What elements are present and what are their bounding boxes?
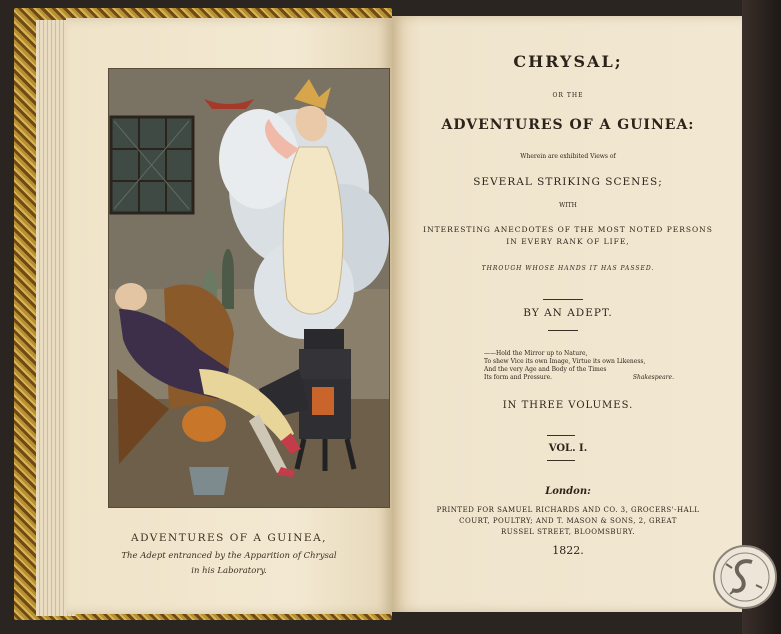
book-title: CHRYSAL;: [513, 52, 623, 71]
imprint-line-2: COURT, POULTRY; AND T. MASON & SONS, 2, GREAT: [459, 517, 677, 525]
epigraph-line-4: Its form and Pressure.: [484, 374, 553, 381]
with-label: WITH: [559, 202, 577, 209]
epigraph-line-3: And the very Age and Body of the Times: [484, 366, 607, 373]
book-edge-shadow: [742, 0, 781, 634]
plate-caption-line-1: The Adept entranced by the Apparition of Chrysal: [121, 551, 337, 561]
several-scenes-line: SEVERAL STRIKING SCENES;: [473, 176, 663, 188]
imprint-city: London:: [545, 486, 591, 497]
imprint-line-1: PRINTED FOR SAMUEL RICHARDS AND CO. 3, GROCERS'-HALL: [436, 506, 700, 514]
epigraph-author: Shakespeare.: [632, 374, 674, 381]
through-line: THROUGH WHOSE HANDS IT HAS PASSED.: [481, 265, 655, 272]
epigraph-line-2: To shew Vice its own Image, Virtue its own Likeness,: [484, 358, 646, 365]
book-subtitle: ADVENTURES OF A GUINEA:: [441, 117, 695, 133]
bucket: [189, 467, 229, 495]
volumes-line: IN THREE VOLUMES.: [502, 400, 634, 411]
publication-year: 1822.: [552, 544, 584, 557]
divider: [543, 299, 583, 300]
anecdotes-line-1: INTERESTING ANECDOTES OF THE MOST NOTED PERSONS: [423, 225, 713, 234]
window: [111, 117, 193, 213]
or-the-label: OR THE: [552, 92, 584, 99]
plate-caption-line-2: in his Laboratory.: [191, 566, 267, 576]
epigraph: [484, 350, 674, 382]
anecdotes-block: [398, 224, 738, 248]
volume-number: VOL. I.: [548, 443, 588, 454]
epigraph-line-1: ——Hold the Mirror up to Nature,: [484, 350, 588, 357]
wherein-line: Wherein are exhibited Views of: [520, 153, 616, 160]
dealer-seal-icon: [712, 544, 778, 610]
imprint-line-3: RUSSEL STREET, BLOOMSBURY.: [501, 528, 635, 536]
frontispiece-illustration: [108, 68, 390, 508]
imprint-block: [398, 505, 738, 538]
anecdotes-line-2: IN EVERY RANK OF LIFE,: [506, 237, 630, 246]
author-line: BY AN ADEPT.: [523, 307, 613, 319]
plate-caption-title: ADVENTURES OF A GUINEA,: [130, 532, 327, 544]
divider: [547, 460, 575, 461]
divider: [548, 330, 578, 331]
divider: [547, 435, 575, 436]
